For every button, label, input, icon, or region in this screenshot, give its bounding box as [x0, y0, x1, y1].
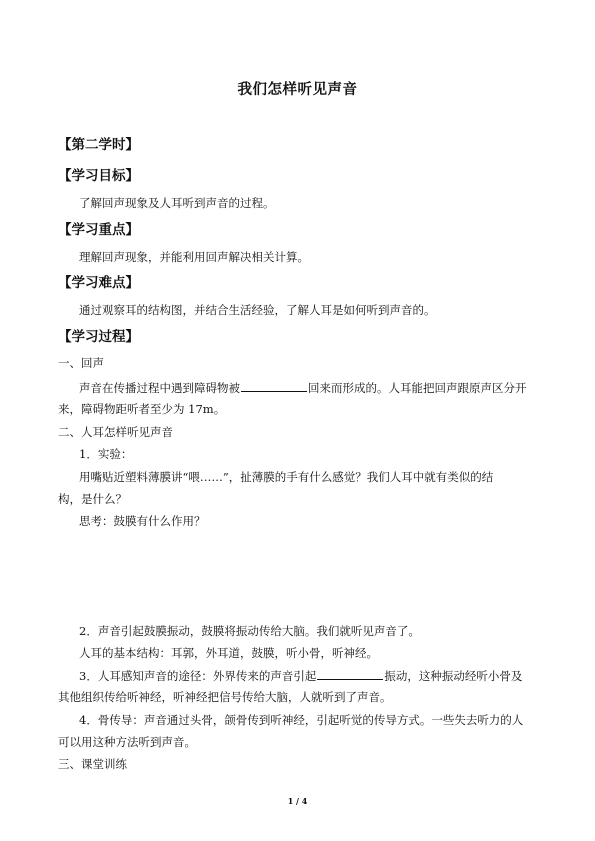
item2-text: 2．声音引起鼓膜振动，鼓膜将振动传给大脑。我们就听见声音了。: [79, 624, 420, 638]
key-text: 理解回声现象，并能利用回声解决相关计算。: [79, 250, 309, 264]
fill-blank-1[interactable]: [241, 380, 307, 392]
part2-heading: 二、人耳怎样听见声音: [58, 425, 173, 439]
part1-line1: [79, 380, 527, 396]
ear-structure-text: 人耳的基本结构：耳郭，外耳道，鼓膜，听小骨，听神经。: [79, 646, 378, 660]
experiment-label: 1．实验：: [79, 447, 133, 461]
page-number: 1 / 4: [287, 796, 308, 806]
part3-heading: 三、课堂训练: [58, 757, 127, 771]
section-period: 【第二学时】: [58, 137, 139, 153]
difficulty-text: 通过观察耳的结构图，并结合生活经验，了解人耳是如何听到声音的。: [79, 303, 436, 317]
section-goal: 【学习目标】: [58, 168, 139, 184]
section-process: 【学习过程】: [58, 329, 139, 345]
part1-heading: 一、回声: [58, 356, 104, 370]
item3-line1-a: 3．人耳感知声音的途径：外界传来的声音引起: [79, 669, 317, 683]
item3-line1-b: 振动，这种振动经听小骨及: [384, 669, 523, 683]
item4-line1: 4．骨传导：声音通过头骨，颌骨传到听神经，引起听觉的传导方式。一些失去听力的人: [79, 713, 524, 727]
item4-line2: 可以用这种方法听到声音。: [58, 735, 196, 749]
think-question: 思考：鼓膜有什么作用？: [79, 514, 206, 528]
section-difficulty: 【学习难点】: [58, 275, 139, 291]
experiment-line2: 构，是什么？: [58, 492, 127, 506]
item3-line1: [79, 668, 522, 684]
page-title: 我们怎样听见声音: [237, 81, 358, 98]
experiment-line1: 用嘴贴近塑料薄膜讲“喂……”，扯薄膜的手有什么感觉？我们人耳中就有类似的结: [79, 470, 494, 484]
part1-line1-b: 回来而形成的。人耳能把回声跟原声区分开: [308, 381, 527, 395]
item3-line2: 其他组织传给听神经，听神经把信号传给大脑，人就听到了声音。: [58, 690, 392, 704]
part1-line1-a: 声音在传播过程中遇到障碍物被: [79, 381, 240, 395]
section-key: 【学习重点】: [58, 222, 139, 238]
part1-line2: 来，障碍物距听者至少为 17m。: [58, 402, 226, 416]
goal-text: 了解回声现象及人耳听到声音的过程。: [79, 196, 275, 210]
fill-blank-2[interactable]: [317, 668, 383, 680]
